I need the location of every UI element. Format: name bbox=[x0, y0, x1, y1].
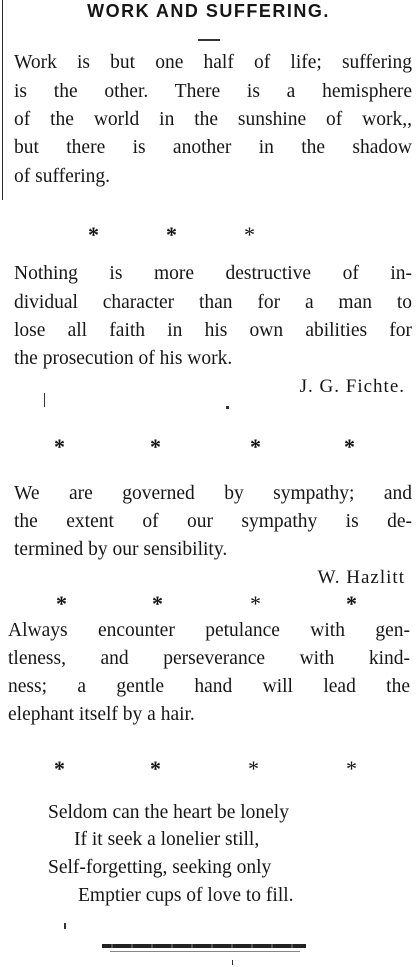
text-line: of the world in the sunshine of work,, bbox=[14, 109, 412, 130]
end-rule-thin bbox=[110, 951, 300, 952]
asterisk: * bbox=[244, 222, 255, 247]
signature-hazlitt: W. Hazlitt bbox=[317, 567, 405, 588]
text-line: termined by our sensibility. bbox=[14, 539, 228, 560]
asterisk: * bbox=[248, 756, 259, 781]
text-line: but there is another in the shadow bbox=[14, 137, 412, 158]
asterisk: * bbox=[152, 591, 163, 616]
text-line: lose all faith in his own abilities for bbox=[14, 320, 412, 341]
asterisk-separator bbox=[0, 593, 417, 617]
asterisk: * bbox=[250, 591, 261, 616]
asterisk: * bbox=[346, 591, 357, 616]
asterisk: * bbox=[88, 222, 99, 247]
print-speck bbox=[226, 406, 229, 409]
asterisk-separator bbox=[0, 758, 417, 782]
text-line: Work is but one half of life; suffering bbox=[14, 52, 412, 73]
column-rule bbox=[2, 0, 3, 200]
verse-line: Self-forgetting, seeking only bbox=[48, 857, 272, 878]
headline-dash bbox=[198, 39, 220, 41]
asterisk: * bbox=[56, 591, 67, 616]
asterisk: * bbox=[346, 756, 357, 781]
asterisk: * bbox=[54, 756, 65, 781]
text-line: of suffering. bbox=[14, 166, 111, 187]
asterisk: * bbox=[344, 434, 355, 459]
end-rule bbox=[102, 944, 306, 948]
asterisk-separator bbox=[0, 224, 417, 248]
verse-line: Emptier cups of love to fill. bbox=[78, 885, 294, 906]
asterisk: * bbox=[150, 434, 161, 459]
text-line: Always encounter petulance with gen- bbox=[8, 620, 410, 641]
text-line: Nothing is more destructive of in- bbox=[14, 263, 412, 284]
asterisk: * bbox=[250, 434, 261, 459]
text-line: elephant itself by a hair. bbox=[8, 704, 195, 725]
asterisk-separator bbox=[0, 436, 417, 460]
asterisk: * bbox=[166, 222, 177, 247]
text-line: the prosecution of his work. bbox=[14, 348, 233, 369]
text-line: ness; a gentle hand will lead the bbox=[8, 676, 410, 697]
verse-line: Seldom can the heart be lonely bbox=[48, 802, 289, 823]
print-speck bbox=[44, 393, 45, 407]
asterisk: * bbox=[54, 434, 65, 459]
text-line: tleness, and perseverance with kind- bbox=[8, 648, 410, 669]
text-line: We are governed by sympathy; and bbox=[14, 483, 412, 504]
text-line: the extent of our sympathy is de- bbox=[14, 511, 412, 532]
print-speck bbox=[232, 960, 233, 965]
text-line: is the other. There is a hemisphere bbox=[14, 81, 412, 102]
asterisk: * bbox=[150, 756, 161, 781]
signature-fichte: J. G. Fichte. bbox=[299, 376, 405, 397]
text-line: dividual character than for a man to bbox=[14, 292, 412, 313]
verse-line: If it seek a lonelier still, bbox=[74, 829, 260, 850]
article-headline: WORK AND SUFFERING. bbox=[87, 1, 330, 21]
print-speck bbox=[64, 923, 66, 929]
